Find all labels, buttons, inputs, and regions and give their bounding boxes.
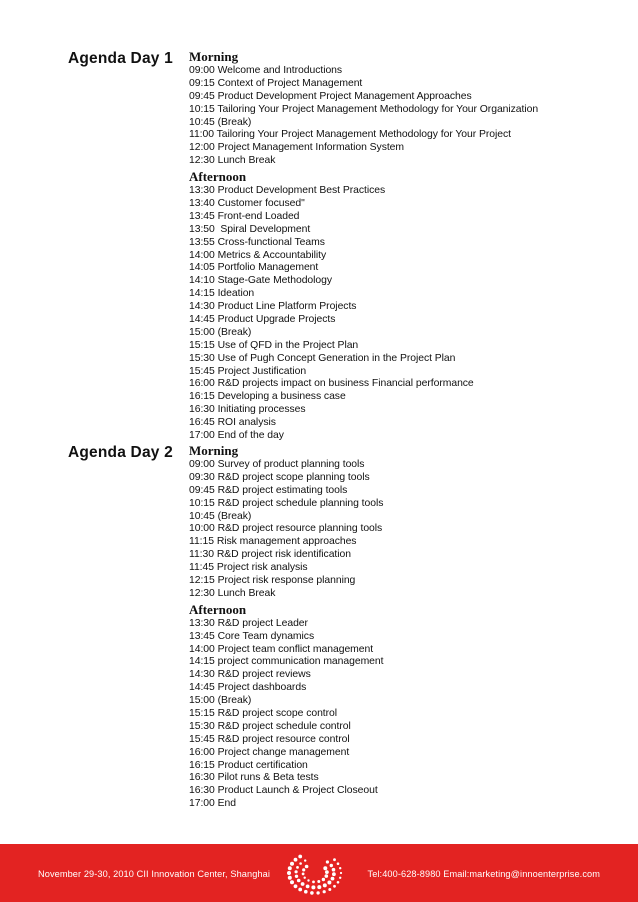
agenda-item: 10:15 R&D project schedule planning tools	[189, 497, 384, 509]
morning-label: Morning	[189, 443, 239, 458]
agenda-item: 15:45 Project Justification	[189, 365, 307, 377]
logo-dot	[325, 870, 329, 874]
logo-dot	[299, 862, 302, 865]
agenda-item: 16:45 ROI analysis	[189, 417, 276, 429]
agenda-item: 15:30 Use of Pugh Concept Generation in the Project Plan	[189, 352, 456, 364]
logo-dot	[306, 885, 310, 889]
logo-dot	[332, 868, 336, 872]
day-schedule	[189, 444, 383, 811]
logo-dot	[304, 877, 306, 879]
logo-dot	[297, 879, 301, 883]
logo-dot	[287, 871, 291, 875]
agenda-item: 12:30 Lunch Break	[189, 587, 276, 599]
logo-dot	[296, 866, 299, 869]
logo-dot	[288, 866, 292, 870]
afternoon-label: Afternoon	[189, 601, 247, 617]
agenda-item: 16:30 Initiating processes	[189, 404, 306, 416]
agenda-item: 13:50 Spiral Development	[189, 223, 311, 235]
logo-dot	[333, 858, 336, 861]
agenda-item: 10:45 (Break)	[189, 116, 252, 128]
agenda-item: 15:00 (Break)	[189, 695, 252, 707]
logo-dot	[330, 864, 333, 867]
logo-dot	[331, 877, 335, 881]
agenda-item: 13:45 Core Team dynamics	[189, 630, 315, 642]
logo-dot	[295, 870, 298, 873]
logo-dot	[323, 883, 327, 887]
agenda-item: 13:45 Front-end Loaded	[189, 210, 300, 222]
logo-dot	[323, 866, 327, 870]
agenda-item: 14:15 project communication management	[189, 656, 384, 668]
agenda-item: 14:00 Metrics & Accountability	[189, 249, 327, 261]
agenda-item: 09:45 R&D project estimating tools	[189, 484, 348, 496]
afternoon-items	[189, 185, 538, 443]
agenda-item: 14:45 Product Upgrade Projects	[189, 314, 336, 326]
agenda-item: 13:55 Cross-functional Teams	[189, 236, 325, 248]
agenda-item: 16:00 R&D projects impact on business Financial performance	[189, 378, 474, 390]
logo-dot	[288, 876, 292, 880]
day-title: Agenda Day 1	[68, 50, 173, 67]
agenda-item: 15:00 (Break)	[189, 326, 252, 338]
agenda-item: 14:45 Project dashboards	[189, 682, 307, 694]
logo-dot	[325, 874, 329, 878]
logo-dot	[337, 862, 340, 865]
agenda-item: 09:00 Welcome and Introductions	[189, 65, 343, 76]
logo-dot	[294, 884, 298, 888]
logo-dot	[323, 890, 326, 893]
agenda-item: 11:30 R&D project risk identification	[189, 549, 351, 561]
agenda-item: 17:00 End of the day	[189, 430, 284, 442]
agenda-item: 09:45 Product Development Project Management Approaches	[189, 90, 472, 102]
logo-dot	[317, 885, 321, 889]
logo-dot	[322, 878, 325, 881]
agenda-item: 14:15 Ideation	[189, 288, 255, 300]
agenda-item: 09:15 Context of Project Management	[189, 77, 363, 89]
logo-dot	[294, 858, 298, 862]
agenda-item: 15:30 R&D project schedule control	[189, 720, 351, 732]
agenda-item: 10:45 (Break)	[189, 510, 252, 522]
logo-dot	[305, 865, 309, 869]
logo-dot	[316, 891, 319, 894]
afternoon-items	[189, 618, 383, 811]
logo-dot	[339, 867, 341, 869]
morning-label: Morning	[189, 49, 239, 64]
logo-dot	[302, 868, 305, 871]
day-schedule	[189, 50, 538, 443]
logo-dot	[295, 875, 298, 878]
dotted-swirl-logo-icon	[282, 848, 348, 898]
logo-dot	[337, 881, 340, 884]
event-date-location: November 29-30, 2010 CII Innovation Center, Shanghai	[38, 869, 270, 879]
logo-dot	[298, 855, 302, 859]
agenda-item: 15:15 Use of QFD in the Project Plan	[189, 339, 359, 351]
agenda-item: 14:30 Product Line Platform Projects	[189, 301, 357, 313]
agenda-item: 15:15 R&D project scope control	[189, 708, 338, 720]
agenda-item: 16:30 Pilot runs & Beta tests	[189, 772, 319, 784]
agenda-item: 16:15 Product certification	[189, 759, 308, 771]
logo-dot	[332, 872, 336, 876]
agenda-item: 14:10 Stage-Gate Methodology	[189, 275, 333, 287]
logo-dot	[307, 879, 309, 881]
logo-dot	[312, 881, 315, 884]
logo-dot	[302, 873, 305, 876]
agenda-item: 13:30 R&D project Leader	[189, 617, 308, 629]
agenda-item: 11:00 Tailoring Your Project Management Methodology for Your Project	[189, 129, 511, 141]
logo-dot	[339, 877, 341, 879]
logo-dot	[340, 872, 342, 874]
agenda-item: 14:30 R&D project reviews	[189, 669, 311, 681]
agenda-item: 13:40 Customer focused"	[189, 198, 305, 210]
contact-info: Tel:400-628-8980 Email:marketing@innoenterprise.com	[367, 869, 600, 879]
agenda-item: 12:15 Project risk response planning	[189, 575, 356, 587]
agenda-item: 16:15 Developing a business case	[189, 391, 346, 403]
agenda-item: 17:00 End	[189, 798, 236, 810]
agenda-item: 13:30 Product Development Best Practices	[189, 185, 386, 197]
agenda-item: 10:15 Tailoring Your Project Management Methodology for Your Organization	[189, 103, 539, 115]
agenda-item: 14:05 Portfolio Management	[189, 262, 319, 274]
logo-dot	[326, 860, 329, 863]
agenda-item: 15:45 R&D project resource control	[189, 733, 350, 745]
afternoon-label: Afternoon	[189, 169, 247, 185]
logo-dot	[328, 888, 331, 891]
logo-dot	[317, 880, 320, 883]
logo-dot	[298, 888, 302, 892]
logo-dot	[304, 890, 308, 894]
agenda-item: 12:30 Lunch Break	[189, 155, 276, 167]
agenda-item: 16:30 Product Launch & Project Closeout	[189, 785, 378, 797]
morning-items	[189, 459, 383, 601]
logo-dot	[333, 885, 336, 888]
logo-dot	[311, 885, 315, 889]
agenda-item: 14:00 Project team conflict management	[189, 643, 374, 655]
logo-dot	[290, 862, 294, 866]
agenda-item: 16:00 Project change management	[189, 746, 350, 758]
footer-banner	[0, 844, 638, 902]
logo-dot	[290, 880, 294, 884]
agenda-item: 11:15 Risk management approaches	[189, 536, 357, 548]
agenda-item: 12:00 Project Management Information System	[189, 142, 405, 154]
morning-items	[189, 65, 538, 168]
logo-dot	[310, 891, 314, 895]
agenda-item: 09:30 R&D project scope planning tools	[189, 471, 370, 483]
day-title: Agenda Day 2	[68, 444, 173, 461]
logo-dot	[304, 859, 306, 861]
agenda-item: 10:00 R&D project resource planning tools	[189, 523, 383, 535]
agenda-item: 11:45 Project risk analysis	[189, 562, 308, 574]
agenda-item: 09:00 Survey of product planning tools	[189, 459, 365, 470]
logo-dot	[301, 882, 305, 886]
logo-dot	[327, 881, 331, 885]
